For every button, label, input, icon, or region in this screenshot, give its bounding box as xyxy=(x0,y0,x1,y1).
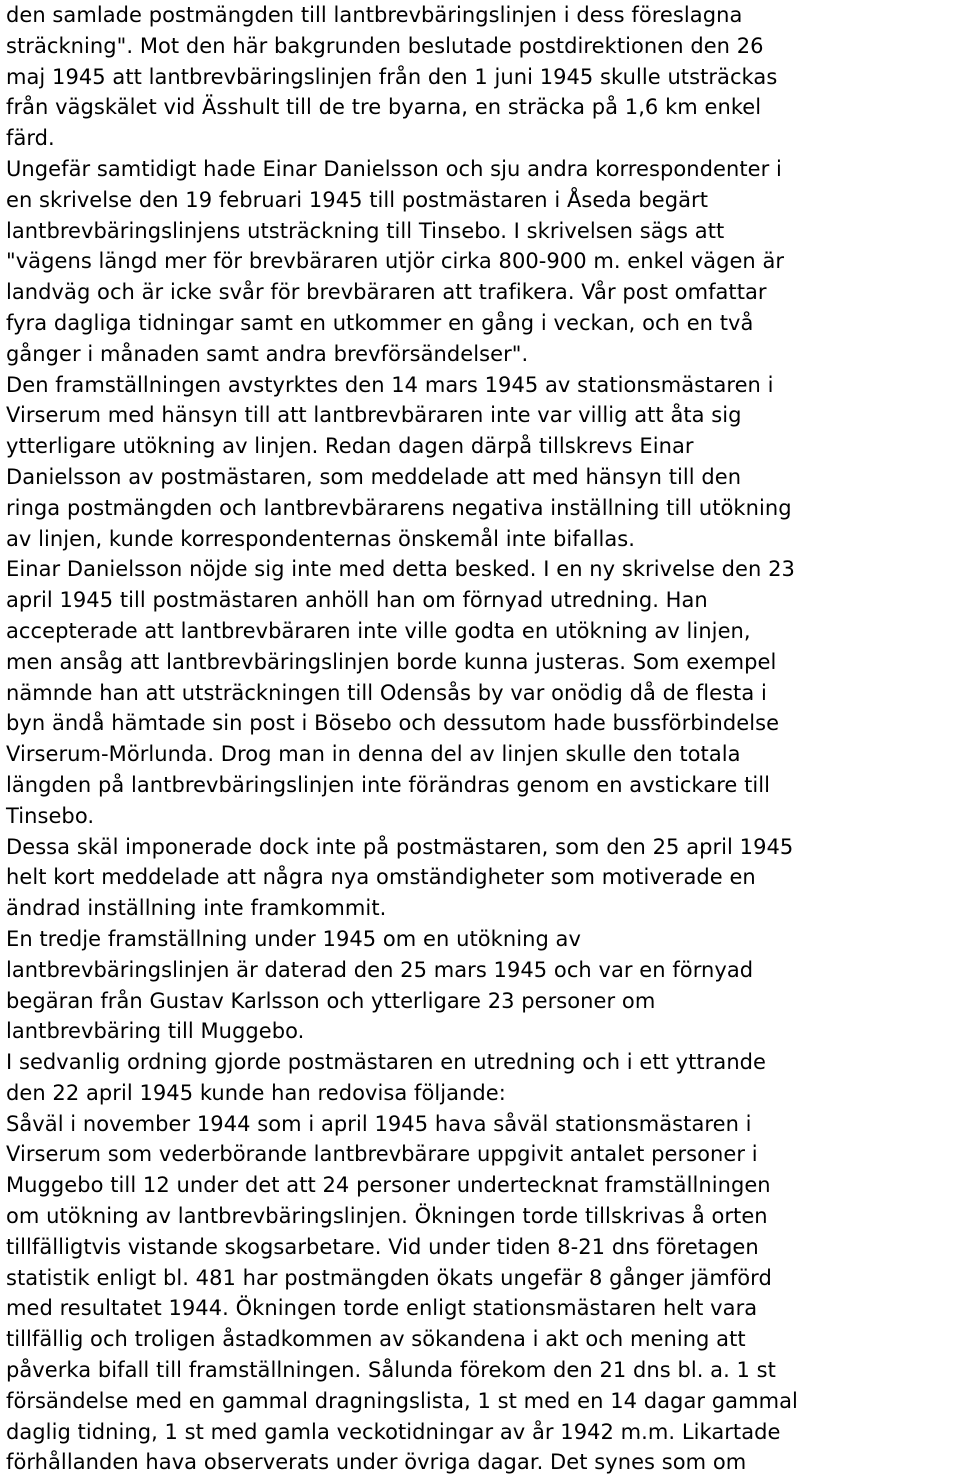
text-line: färd. xyxy=(6,126,55,151)
text-line: lantbrevbäringslinjen är daterad den 25 mars 1945 och var en förnyad xyxy=(6,957,754,982)
text-line: accepterade att lantbrevbäraren inte ville godta en utökning av linjen, xyxy=(6,618,751,643)
text-line: begäran från Gustav Karlsson och ytterligare 23 personer om xyxy=(6,988,656,1013)
text-line: En tredje framställning under 1945 om en utökning av xyxy=(6,926,581,951)
text-line: den 22 april 1945 kunde han redovisa följande: xyxy=(6,1080,506,1105)
text-line: daglig tidning, 1 st med gamla veckotidningar av år 1942 m.m. Likartade xyxy=(6,1419,781,1444)
text-line: om utökning av lantbrevbäringslinjen. Ökningen torde tillskrivas å orten xyxy=(6,1204,768,1229)
text-line: lantbrevbäringslinjens utsträckning till Tinsebo. I skrivelsen sägs att xyxy=(6,218,725,243)
text-line: maj 1945 att lantbrevbäringslinjen från den 1 juni 1945 skulle utsträckas xyxy=(6,64,778,89)
text-line: lantbrevbäring till Muggebo. xyxy=(6,1019,305,1044)
text-line: byn ändå hämtade sin post i Bösebo och dessutom hade bussförbindelse xyxy=(6,711,780,736)
text-line: I sedvanlig ordning gjorde postmästaren en utredning och i ett yttrande xyxy=(6,1050,767,1075)
text-line: april 1945 till postmästaren anhöll han om förnyad utredning. Han xyxy=(6,588,708,613)
text-line: Den framställningen avstyrktes den 14 mars 1945 av stationsmästaren i xyxy=(6,372,774,397)
text-line: Virserum med hänsyn till att lantbrevbäraren inte var villig att åta sig xyxy=(6,403,742,428)
text-line: "vägens längd mer för brevbäraren utjör cirka 800-900 m. enkel vägen är xyxy=(6,249,785,274)
text-line: Virserum som vederbörande lantbrevbärare uppgivit antalet personer i xyxy=(6,1142,758,1167)
text-line: men ansåg att lantbrevbäringslinjen borde kunna justeras. Som exempel xyxy=(6,649,777,674)
text-line: tillfälligtvis vistande skogsarbetare. Vid under tiden 8-21 dns företagen xyxy=(6,1234,759,1259)
text-line: Såväl i november 1944 som i april 1945 hava såväl stationsmästaren i xyxy=(6,1111,752,1136)
text-line: gånger i månaden samt andra brevförsändelser". xyxy=(6,341,529,366)
text-line: påverka bifall till framställningen. Sålunda förekom den 21 dns bl. a. 1 st xyxy=(6,1358,776,1383)
text-line: av linjen, kunde korrespondenternas önskemål inte bifallas. xyxy=(6,526,636,551)
text-line: försändelse med en gammal dragningslista, 1 st med en 14 dagar gammal xyxy=(6,1388,798,1413)
text-line: statistik enligt bl. 481 har postmängden ökats ungefär 8 gånger jämförd xyxy=(6,1265,772,1290)
text-line: förhållanden hava observerats under övriga dagar. Det synes som om xyxy=(6,1450,747,1474)
text-line: ändrad inställning inte framkommit. xyxy=(6,896,387,921)
text-line: Danielsson av postmästaren, som meddelade att med hänsyn till den xyxy=(6,464,742,489)
text-line: ytterligare utökning av linjen. Redan dagen därpå tillskrevs Einar xyxy=(6,434,694,459)
text-line: Einar Danielsson nöjde sig inte med detta besked. I en ny skrivelse den 23 xyxy=(6,557,795,582)
text-line: nämnde han att utsträckningen till Odensås by var onödig då de flesta i xyxy=(6,680,767,705)
text-line: med resultatet 1944. Ökningen torde enligt stationsmästaren helt vara xyxy=(6,1296,758,1321)
text-line: Muggebo till 12 under det att 24 personer undertecknat framställningen xyxy=(6,1173,771,1198)
text-line: tillfällig och troligen åstadkommen av sökandena i akt och mening att xyxy=(6,1327,746,1352)
text-line: från vägskälet vid Ässhult till de tre byarna, en sträcka på 1,6 km enkel xyxy=(6,95,762,120)
text-line: Dessa skäl imponerade dock inte på postmästaren, som den 25 april 1945 xyxy=(6,834,794,859)
text-line: sträckning". Mot den här bakgrunden beslutade postdirektionen den 26 xyxy=(6,33,764,58)
text-line: Virserum-Mörlunda. Drog man in denna del av linjen skulle den totala xyxy=(6,742,741,767)
text-line: ringa postmängden och lantbrevbärarens negativa inställning till utökning xyxy=(6,495,792,520)
text-line: fyra dagliga tidningar samt en utkommer en gång i veckan, och en två xyxy=(6,310,754,335)
text-line: den samlade postmängden till lantbrevbäringslinjen i dess föreslagna xyxy=(6,3,743,27)
text-line: Ungefär samtidigt hade Einar Danielsson och sju andra korrespondenter i xyxy=(6,156,782,181)
text-line: helt kort meddelade att några nya omständigheter som motiverade en xyxy=(6,865,756,890)
text-line: längden på lantbrevbäringslinjen inte förändras genom en avstickare till xyxy=(6,772,771,797)
text-line: Tinsebo. xyxy=(6,803,95,828)
text-line: landväg och är icke svår för brevbäraren att trafikera. Vår post omfattar xyxy=(6,280,767,305)
text-line: en skrivelse den 19 februari 1945 till postmästaren i Åseda begärt xyxy=(6,187,708,212)
